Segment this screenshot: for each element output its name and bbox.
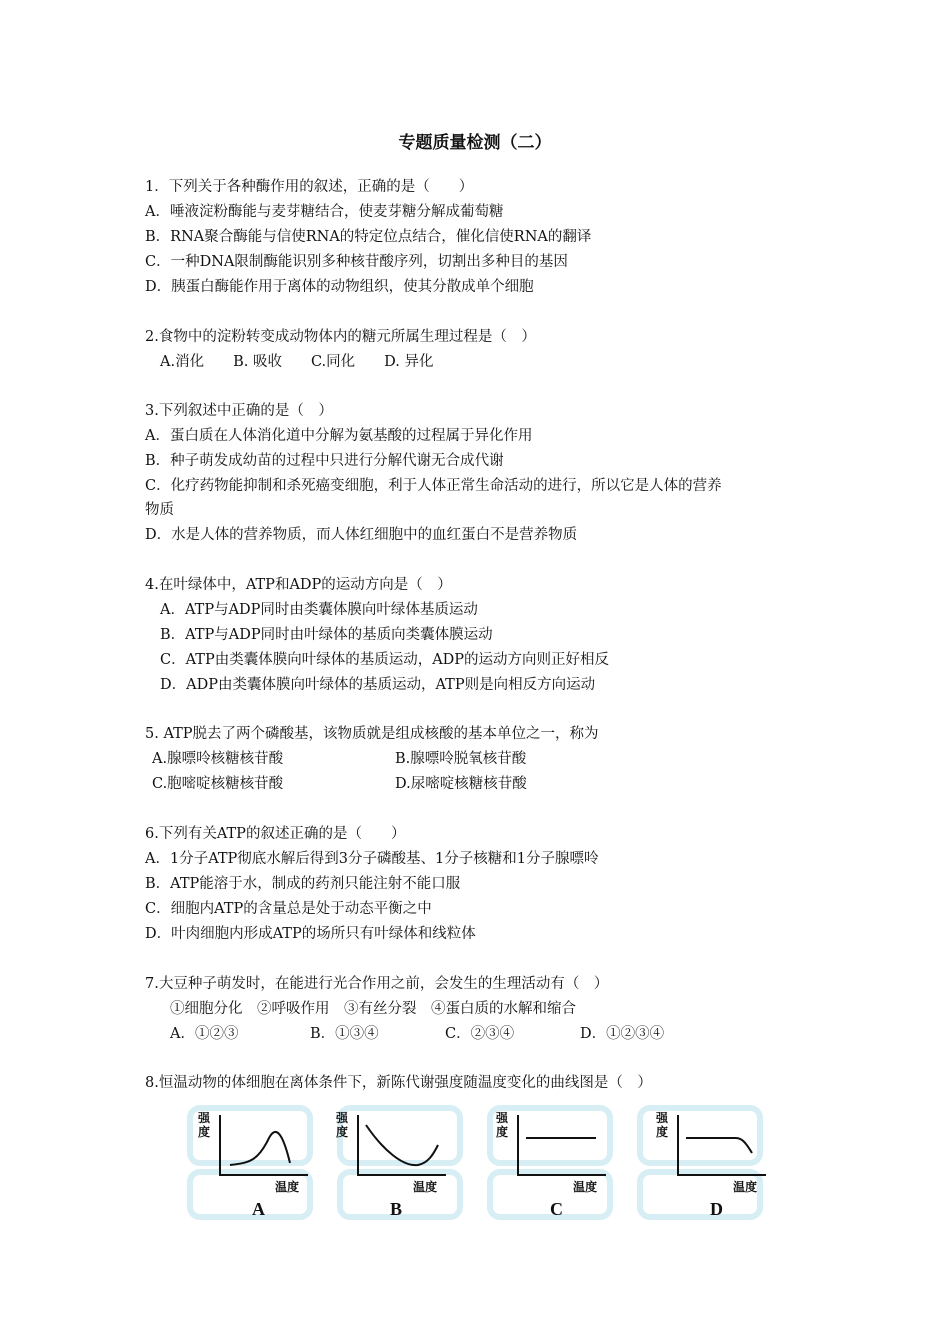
q7-option-a: A．①②③ [170, 1026, 239, 1042]
y-axis-label-c: 强度 [496, 1111, 509, 1139]
q4-option-b: B．ATP与ADP同时由叶绿体的基质向类囊体膜运动 [160, 627, 493, 643]
q3-option-d: D．水是人体的营养物质，而人体红细胞中的血红蛋白不是营养物质 [145, 527, 578, 543]
figure-c [478, 1105, 618, 1225]
curve-d [686, 1138, 752, 1153]
q1-option-d: D．胰蛋白酶能作用于离体的动物组织，使其分散成单个细胞 [145, 279, 534, 295]
q7-option-c: C．②③④ [445, 1026, 515, 1042]
x-axis-label-b: 温度 [413, 1180, 438, 1194]
curve-b [366, 1125, 438, 1165]
q1-option-c: C．一种DNA限制酶能识别多种核苷酸序列，切割出多种目的基因 [145, 254, 568, 270]
option-label-d: D [710, 1199, 723, 1219]
figure-d [638, 1105, 778, 1225]
q3-option-a: A．蛋白质在人体消化道中分解为氨基酸的过程属于异化作用 [145, 428, 533, 444]
question-8-figures [160, 1105, 780, 1225]
page-title: 专题质量检测（二） [398, 133, 552, 153]
curve-a [230, 1132, 290, 1165]
q5-option-d: D.尿嘧啶核糖核苷酸 [395, 776, 527, 792]
question-5: 5. ATP脱去了两个磷酸基，该物质就是组成核酸的基本单位之一，称为 [145, 726, 599, 742]
figure-a [180, 1105, 320, 1225]
question-4: 4.在叶绿体中，ATP和ADP的运动方向是（ ） [145, 577, 452, 593]
q2-options: A.消化 B. 吸收 C.同化 D. 异化 [160, 354, 434, 370]
q7-option-b: B．①③④ [310, 1026, 379, 1042]
q1-option-a: A．唾液淀粉酶能与麦芽糖结合，使麦芽糖分解成葡萄糖 [145, 204, 504, 220]
question-6: 6.下列有关ATP的叙述正确的是（ ） [145, 826, 406, 842]
question-1: 1．下列关于各种酶作用的叙述，正确的是（ ） [145, 179, 474, 195]
q3-option-c: C．化疗药物能抑制和杀死癌变细胞，利于人体正常生命活动的进行，所以它是人体的营养 [145, 478, 722, 494]
q5-option-c: C.胞嘧啶核糖核苷酸 [152, 776, 284, 792]
q4-option-a: A．ATP与ADP同时由类囊体膜向叶绿体基质运动 [160, 602, 478, 618]
axes-a [220, 1115, 308, 1175]
y-axis-label-d: 强度 [656, 1111, 669, 1139]
axes-c [518, 1115, 606, 1175]
axes-b [358, 1115, 446, 1175]
q5-option-b: B.腺嘌呤脱氧核苷酸 [395, 751, 527, 767]
option-label-a: A [252, 1199, 265, 1219]
question-8: 8.恒温动物的体细胞在离体条件下，新陈代谢强度随温度变化的曲线图是（ ） [145, 1075, 652, 1091]
option-label-b: B [390, 1199, 403, 1219]
q7-items: ①细胞分化 ②呼吸作用 ③有丝分裂 ④蛋白质的水解和缩合 [170, 1001, 576, 1017]
x-axis-label-d: 温度 [733, 1180, 758, 1194]
question-3: 3.下列叙述中正确的是（ ） [145, 403, 333, 419]
q7-option-d: D．①②③④ [580, 1026, 665, 1042]
q3-option-b: B．种子萌发成幼苗的过程中只进行分解代谢无合成代谢 [145, 453, 504, 469]
q6-option-c: C．细胞内ATP的含量总是处于动态平衡之中 [145, 901, 432, 917]
q4-option-d: D．ADP由类囊体膜向叶绿体的基质运动，ATP则是向相反方向运动 [160, 677, 596, 693]
q4-option-c: C．ATP由类囊体膜向叶绿体的基质运动，ADP的运动方向则正好相反 [160, 652, 610, 668]
question-2: 2.食物中的淀粉转变成动物体内的糖元所属生理过程是（ ） [145, 329, 536, 345]
question-7: 7.大豆种子萌发时，在能进行光合作用之前，会发生的生理活动有（ ） [145, 976, 609, 992]
q5-option-a: A.腺嘌呤核糖核苷酸 [152, 751, 284, 767]
y-axis-label-b: 强度 [336, 1111, 349, 1139]
q6-option-d: D．叶肉细胞内形成ATP的场所只有叶绿体和线粒体 [145, 926, 476, 942]
q1-option-b: B．RNA聚合酶能与信使RNA的特定位点结合，催化信使RNA的翻译 [145, 229, 592, 245]
figure-b [318, 1105, 458, 1225]
q3-option-c-cont: 物质 [145, 502, 174, 518]
y-axis-label-a: 强度 [198, 1111, 211, 1139]
x-axis-label-c: 温度 [573, 1180, 598, 1194]
x-axis-label-a: 温度 [275, 1180, 300, 1194]
q6-option-a: A．1分子ATP彻底水解后得到3分子磷酸基、1分子核糖和1分子腺嘌呤 [145, 851, 599, 867]
option-label-c: C [550, 1199, 563, 1219]
q6-option-b: B．ATP能溶于水，制成的药剂只能注射不能口服 [145, 876, 461, 892]
axes-d [678, 1115, 766, 1175]
